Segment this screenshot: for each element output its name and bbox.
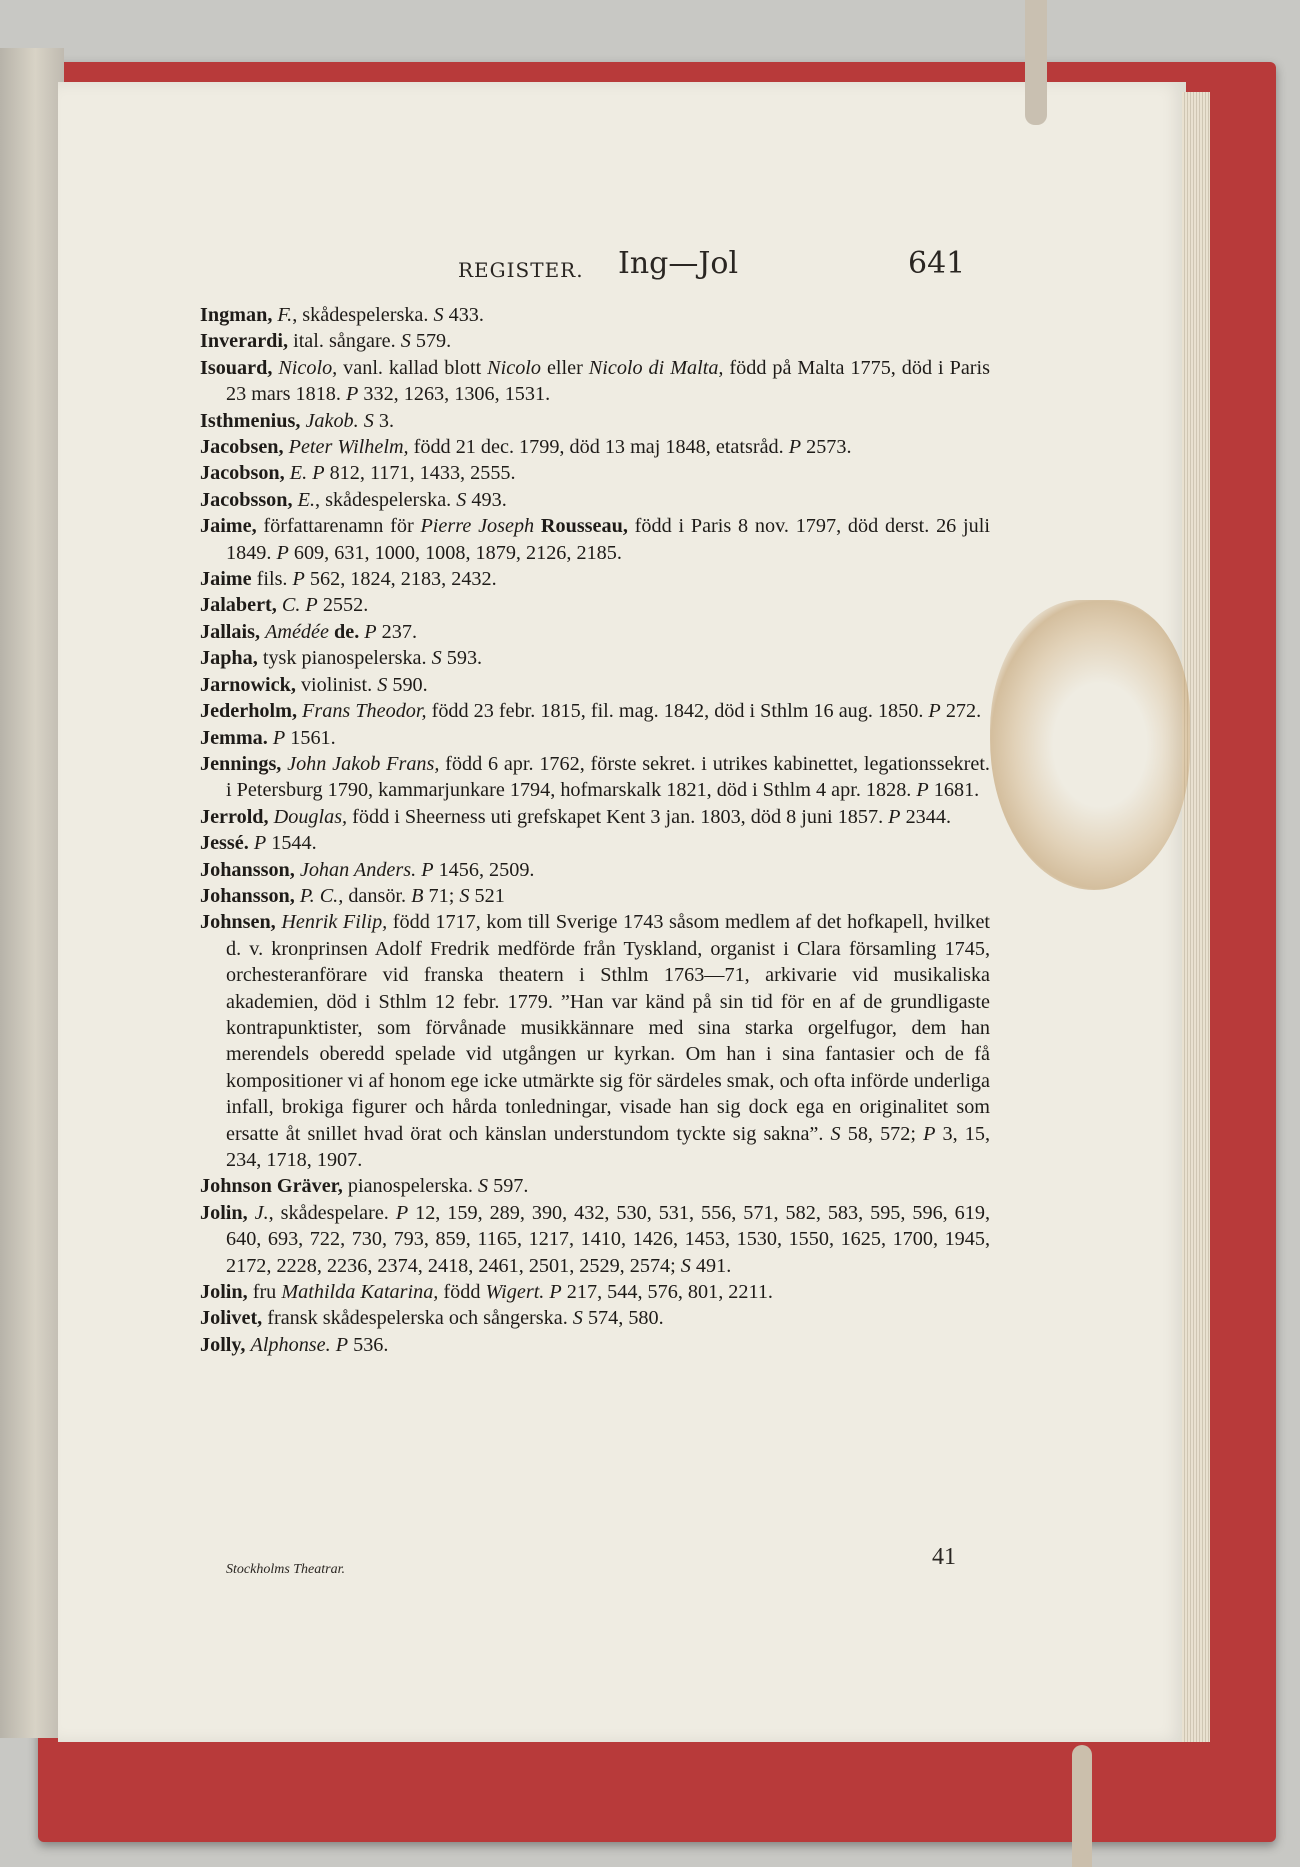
- entry-italic: Amédée: [265, 620, 329, 643]
- entry-italic: C.: [281, 594, 301, 617]
- entry-italic: Nicolo di Malta,: [588, 356, 724, 379]
- entry-italic: E.: [297, 488, 315, 511]
- signature-label: Stockholms Theatrar.: [226, 1562, 345, 1577]
- register-entry: [200, 1279, 990, 1305]
- register-entry: [200, 698, 990, 724]
- entry-text: född: [438, 1281, 486, 1304]
- register-entry: [200, 1200, 990, 1279]
- entry-text: fru: [247, 1281, 282, 1304]
- entry-italic: Henrik Filip,: [281, 911, 388, 934]
- entry-text: 579.: [410, 330, 452, 353]
- entry-text: 237.: [376, 620, 417, 643]
- entry-text: vanl. kallad blott: [337, 356, 488, 379]
- entry-italic: P: [395, 1201, 409, 1224]
- page-number: 641: [908, 246, 966, 281]
- entry-italic: Wigert.: [485, 1281, 545, 1304]
- entry-italic: Johan Anders.: [299, 858, 417, 881]
- register-entry: [200, 725, 990, 751]
- register-entry: [200, 672, 990, 698]
- entry-text: 2573.: [801, 436, 852, 459]
- entry-name: Johansson,: [200, 858, 295, 881]
- entry-italic: S: [363, 409, 374, 432]
- entry-italic: S: [477, 1175, 489, 1198]
- entry-text: född i Sheerness uti grefskapet Kent 3 jan. 1803, död 8 juni 1857.: [347, 805, 889, 828]
- entry-italic: P: [305, 594, 318, 617]
- register-entry: [200, 434, 990, 460]
- entry-text: dansör.: [343, 884, 412, 907]
- register-entry: [200, 513, 990, 566]
- register-entry: [200, 355, 990, 408]
- entry-italic: Nicolo: [487, 356, 542, 379]
- entry-italic: Peter Wilhelm,: [288, 436, 409, 459]
- entry-italic: Alphonse.: [250, 1333, 331, 1356]
- entry-text: ital. sångare.: [288, 330, 401, 353]
- entry-text: pianospelerska.: [342, 1175, 478, 1198]
- entry-name: Jacobsen,: [200, 436, 284, 459]
- entry-name: Jacobson,: [200, 462, 285, 485]
- entry-name: Jolly,: [200, 1333, 246, 1356]
- entry-italic: S: [830, 1122, 841, 1145]
- entry-italic: P: [923, 1122, 936, 1145]
- entry-italic: P. C.,: [299, 884, 344, 907]
- register-entry: [200, 751, 990, 804]
- register-entry: [200, 857, 990, 883]
- running-head: REGISTER.: [458, 258, 584, 282]
- register-entry: [200, 1305, 990, 1331]
- entry-italic: P: [928, 700, 941, 723]
- register-entry: [200, 619, 990, 645]
- entry-italic: P: [916, 779, 929, 802]
- entry-text: , skådespelerska.: [292, 304, 434, 326]
- register-entries: [200, 302, 990, 1358]
- entry-name: Jennings,: [200, 752, 282, 775]
- entry-italic: P: [549, 1281, 562, 1304]
- entry-bold: de.: [328, 620, 360, 643]
- register-entry: [200, 645, 990, 671]
- register-entry: [200, 566, 990, 592]
- entry-italic: Nicolo,: [278, 356, 338, 379]
- entry-name: Ingman,: [200, 304, 273, 326]
- entry-text: 217, 544, 576, 801, 2211.: [561, 1281, 773, 1304]
- entry-text: född 6 apr. 1762, förste sekret. i utrikes kabinettet, legationssekret. i Petersburg 1790, kammarjunkare 1794, hofmarskalk 1821, död i Sthlm 4 apr. 1828.: [226, 752, 990, 802]
- entry-italic: Douglas,: [273, 805, 348, 828]
- entry-text: 433.: [443, 304, 484, 326]
- entry-text: [248, 1202, 255, 1224]
- entry-name: Jessé.: [200, 832, 249, 855]
- entry-italic: S: [456, 488, 467, 511]
- entry-name: Jolin,: [200, 1281, 248, 1304]
- register-entry: [200, 830, 990, 856]
- entry-text: 332, 1263, 1306, 1531.: [358, 383, 551, 406]
- entry-italic: S: [680, 1254, 691, 1277]
- entry-italic: J.: [254, 1201, 269, 1224]
- entry-text: , skådespelerska.: [315, 488, 457, 511]
- entry-name: Inverardi,: [200, 330, 289, 353]
- register-entry: [200, 302, 990, 328]
- register-entry: [200, 592, 990, 618]
- entry-name: Isouard,: [200, 356, 273, 379]
- register-entry: [200, 883, 990, 909]
- entry-text: 1544.: [266, 832, 317, 855]
- entry-italic: P: [335, 1333, 349, 1356]
- entry-text: fils.: [251, 568, 293, 591]
- entry-italic: F.: [277, 304, 293, 326]
- entry-italic: B: [411, 884, 424, 907]
- register-entry: [200, 1173, 990, 1199]
- entry-italic: P: [364, 620, 377, 643]
- entry-italic: S: [431, 647, 442, 670]
- entry-italic: S: [377, 673, 388, 696]
- entry-range: Ing—Jol: [618, 246, 739, 281]
- entry-text: 609, 631, 1000, 1008, 1879, 2126, 2185.: [288, 541, 622, 564]
- entry-text: 58, 572;: [840, 1122, 924, 1145]
- entry-text: 521: [469, 884, 505, 907]
- register-entry: [200, 487, 990, 513]
- entry-italic: P: [788, 436, 802, 459]
- entry-text: fransk skådespelerska och sångerska.: [262, 1307, 573, 1330]
- entry-text: född 23 febr. 1815, fil. mag. 1842, död i Sthlm 16 aug. 1850.: [426, 700, 929, 723]
- entry-text: , skådespelare.: [268, 1201, 396, 1224]
- page-block-edge: [1182, 92, 1210, 1742]
- entry-bold: Rousseau,: [534, 515, 628, 538]
- entry-text: 1456, 2509.: [433, 858, 535, 881]
- entry-italic: Jakob.: [305, 409, 359, 432]
- register-entry: [200, 804, 990, 830]
- facing-page-edge: [0, 48, 64, 1738]
- entry-italic: Frans Theodor,: [302, 700, 427, 723]
- page-holder-bottom: [1072, 1745, 1092, 1867]
- entry-italic: S: [572, 1307, 583, 1330]
- entry-text: född på Malta 1775, död i Paris 23 mars 1818.: [226, 356, 990, 406]
- entry-text: 590.: [387, 673, 428, 696]
- entry-name: Isthmenius,: [200, 409, 301, 432]
- entry-name: Johansson,: [200, 884, 295, 907]
- entry-italic: John Jakob Frans,: [287, 752, 440, 775]
- entry-text: 12, 159, 289, 390, 432, 530, 531, 556, 571, 582, 583, 595, 596, 619, 640, 693, 722, 730, 793, 859, 1165, 1217, 1410, 1426, 1453, 1530, 1550, 1625, 1700, 1945, 2172, 2228, 2236, 2374, 2418, 2461, 2501, 2529, 2574;: [226, 1201, 991, 1277]
- entry-name: Jerrold,: [200, 805, 269, 828]
- entry-italic: S: [400, 330, 411, 353]
- entry-text: 2344.: [900, 805, 951, 828]
- entry-text: född 1717, kom till Sverige 1743 såsom medlem af det hofkapell, hvilket d. v. kronprinsen Adolf Fredrik medförde från Tyskland, organist i Clara församling 1745, orchesteranförare vid franska theatern i Sthlm 1763—71, arkivarie vid musikaliska akademien, död i Sthlm 12 febr. 1779. ”Han var känd på sin tid för en af de grundligaste kontrapunktister, som förvånade musikkännare med sina starka orgelfugor, dem han merendels oberedd spelade vid utgången ur kyrkan. Om han i sina fantasier och de få kompositioner vi af honom ege icke utmärkte sig för särdeles smak, och ofta införde underliga infall, brokiga figurer och hårda tonledningar, visade han sig dock ega en originalitet som ersatte åt snillet hvad örat och känslan understundom tyckte sig sakna”.: [226, 911, 991, 1145]
- entry-text: 597.: [488, 1175, 529, 1198]
- entry-text: 593.: [441, 647, 483, 670]
- entry-text: född i Paris 8 nov. 1797, död derst. 26 juli 1849.: [226, 515, 990, 564]
- entry-name: Jederholm,: [200, 700, 297, 723]
- entry-text: 562, 1824, 2183, 2432.: [304, 568, 497, 591]
- entry-text: 493.: [466, 488, 507, 511]
- entry-italic: P: [253, 832, 267, 855]
- register-entry: [200, 1332, 990, 1358]
- entry-italic: P: [292, 568, 305, 591]
- entry-name: Jallais,: [200, 620, 261, 643]
- entry-italic: Pierre Joseph: [420, 515, 535, 538]
- entry-italic: S: [459, 884, 470, 907]
- entry-name: Johnsen,: [200, 911, 276, 934]
- water-stain: [990, 600, 1190, 890]
- entry-italic: P: [421, 858, 434, 881]
- entry-text: född 21 dec. 1799, död 13 maj 1848, etatsråd.: [408, 436, 789, 459]
- entry-text: 812, 1171, 1433, 2555.: [324, 462, 516, 485]
- entry-italic: Mathilda Katarina,: [281, 1281, 439, 1304]
- entry-text: 491.: [690, 1254, 732, 1277]
- page-holder-top: [1025, 0, 1047, 125]
- entry-text: eller: [541, 356, 589, 379]
- entry-name: Jolivet,: [200, 1307, 263, 1330]
- entry-italic: P: [312, 462, 325, 485]
- entry-name: Jarnowick,: [200, 673, 296, 696]
- entry-name: Jemma.: [200, 726, 268, 749]
- entry-text: 3.: [373, 409, 395, 432]
- entry-text: 272.: [940, 700, 982, 723]
- entry-text: författarenamn för: [256, 515, 421, 538]
- entry-name: Jolin,: [200, 1201, 248, 1224]
- entry-text: 1561.: [285, 726, 336, 749]
- entry-italic: S: [433, 304, 444, 326]
- entry-text: 536.: [348, 1333, 389, 1356]
- entry-name: Johnson Gräver,: [200, 1175, 343, 1198]
- entry-italic: P: [272, 726, 286, 749]
- entry-name: Japha,: [200, 647, 258, 670]
- entry-name: Jaime: [200, 568, 252, 591]
- entry-italic: E.: [289, 462, 308, 485]
- entry-text: 574, 580.: [582, 1307, 664, 1330]
- entry-italic: P: [276, 541, 289, 564]
- entry-text: 71;: [423, 884, 460, 907]
- entry-text: tysk pianospelerska.: [257, 647, 432, 670]
- entry-text: 1681.: [928, 779, 980, 802]
- entry-text: 2552.: [317, 594, 369, 617]
- register-entry: [200, 328, 990, 354]
- entry-name: Jaime,: [200, 515, 257, 538]
- entry-text: 3, 15, 234, 1718, 1907.: [226, 1122, 991, 1171]
- entry-text: violinist.: [295, 673, 378, 696]
- register-entry: [200, 460, 990, 486]
- signature-number: 41: [932, 1544, 956, 1570]
- register-entry: [200, 408, 990, 434]
- entry-italic: P: [346, 383, 359, 406]
- register-entry: [200, 909, 990, 1173]
- entry-italic: P: [888, 805, 901, 828]
- entry-name: Jalabert,: [200, 594, 277, 617]
- entry-name: Jacobsson,: [200, 488, 293, 511]
